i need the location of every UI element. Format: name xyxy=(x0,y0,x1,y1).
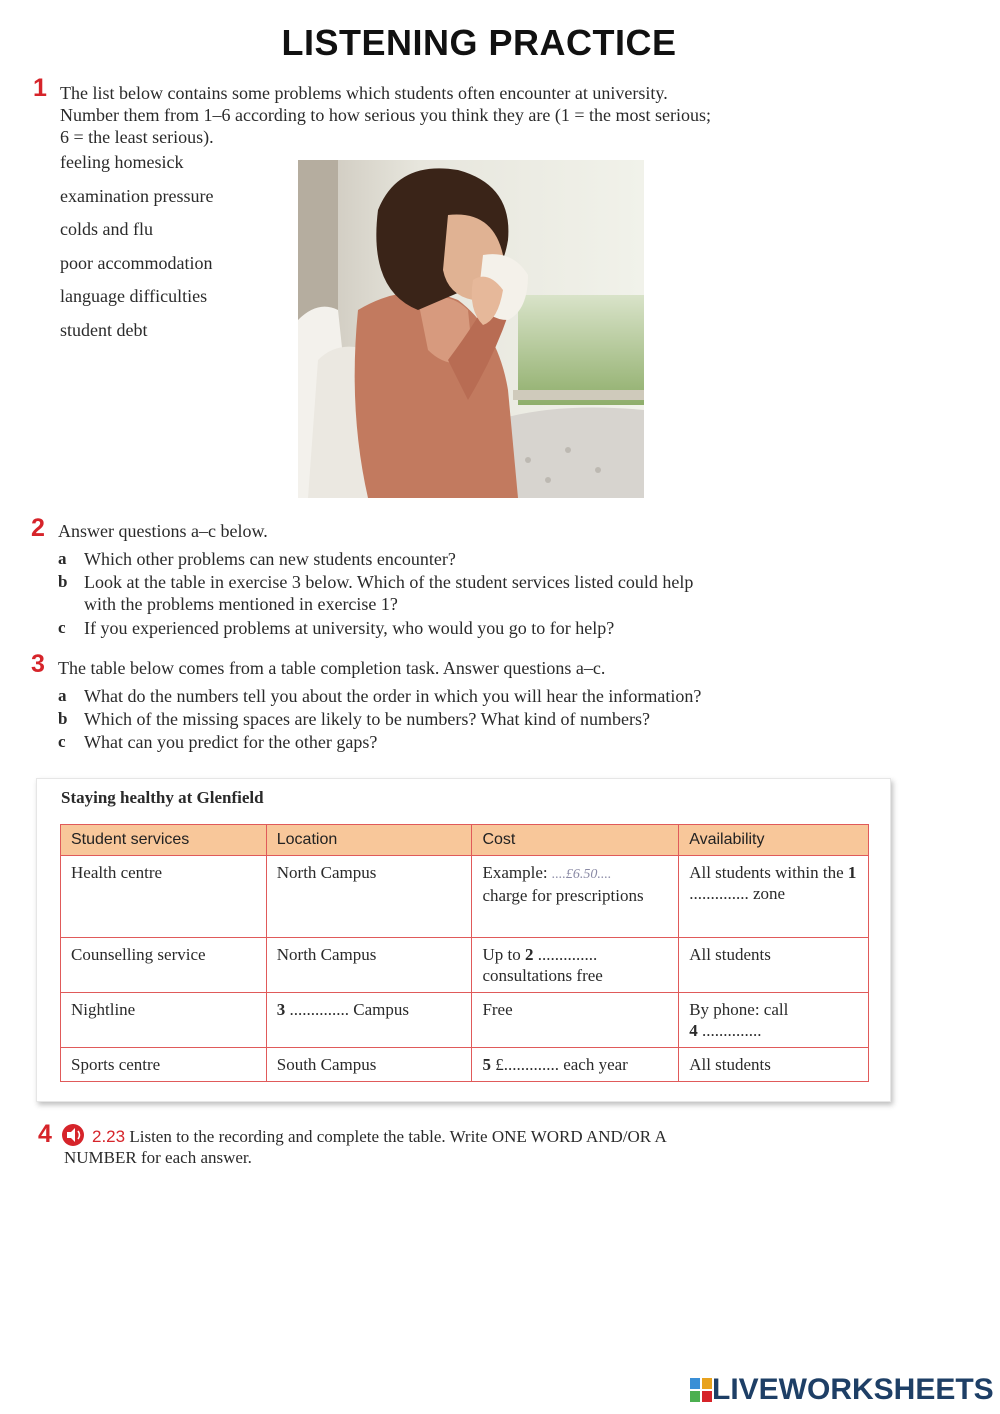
question-letter: b xyxy=(58,709,68,728)
problem-item: colds and flu xyxy=(60,219,153,239)
table-cell: Health centre xyxy=(61,856,267,938)
table-cell: North Campus xyxy=(266,856,472,938)
table-cell: Free xyxy=(472,993,679,1048)
question-text: Which of the missing spaces are likely to be numbers? What kind of numbers? xyxy=(84,709,651,729)
example-answer: ....£6.50.... xyxy=(551,867,612,882)
track-number: 2.23 xyxy=(92,1127,126,1146)
table-cell: All students xyxy=(679,1048,869,1082)
gap-number: 5 xyxy=(482,1055,491,1074)
problem-item: student debt xyxy=(60,320,148,340)
exercise-4-instruction: 2.23 Listen to the recording and complete the table. Write ONE WORD AND/OR A NUMBER for each answer. xyxy=(64,1127,667,1167)
table-row xyxy=(61,1048,869,1082)
answer-gap[interactable]: ............. xyxy=(503,1055,559,1074)
table-cell: All students within the 1 .............. zone xyxy=(679,856,869,938)
gap-number: 1 xyxy=(847,863,857,882)
exercise-3-number: 3 xyxy=(31,650,45,678)
question-letter: a xyxy=(58,549,67,568)
column-header: Cost xyxy=(472,825,679,856)
table-cell: Sports centre xyxy=(61,1048,267,1082)
exercise-4-number: 4 xyxy=(38,1120,52,1148)
brand-name: LIVEWORKSHEETS xyxy=(712,1373,994,1406)
answer-gap[interactable]: .............. xyxy=(289,1000,349,1019)
table-row xyxy=(61,856,869,938)
problem-item: language difficulties xyxy=(60,286,208,306)
column-header: Student services xyxy=(61,825,267,856)
table-cell: South Campus xyxy=(266,1048,472,1082)
table-header-row xyxy=(61,825,869,856)
page-title: LISTENING PRACTICE xyxy=(281,22,677,63)
exercise-2-instruction: Answer questions a–c below. xyxy=(58,521,268,541)
table-cell: By phone: call 4 .............. xyxy=(679,993,869,1048)
student-services-table xyxy=(60,824,869,1082)
gap-number: 3 xyxy=(276,1000,286,1019)
question-letter: c xyxy=(58,732,66,751)
exercise-1-instructions: The list below contains some problems which students often encounter at university. Number them from 1–6 according to how serious you think they are (1 = the most serious; 6 = the least serious). xyxy=(60,83,712,147)
table-cell: 5 £............. each year xyxy=(472,1048,679,1082)
table-title: Staying healthy at Glenfield xyxy=(61,788,264,807)
column-header: Location xyxy=(266,825,472,856)
exercise-2-number: 2 xyxy=(31,514,45,542)
table-cell: Counselling service xyxy=(61,938,267,993)
table-cell: Nightline xyxy=(61,993,267,1048)
liveworksheets-logo-icon xyxy=(690,1378,712,1402)
problem-item: examination pressure xyxy=(60,186,214,206)
question-letter: b xyxy=(58,572,68,591)
question-text: Which other problems can new students encounter? xyxy=(84,549,456,569)
question-letter: a xyxy=(58,686,67,705)
answer-gap[interactable]: .............. xyxy=(701,1021,762,1040)
gap-number: 4 xyxy=(689,1021,698,1040)
table-cell: Up to 2 .............. consultations free xyxy=(472,938,679,993)
column-header: Availability xyxy=(679,825,869,856)
table-cell: All students xyxy=(679,938,869,993)
answer-gap[interactable]: .............. xyxy=(689,884,749,903)
question-letter: c xyxy=(58,618,66,637)
liveworksheets-logo xyxy=(690,1372,994,1408)
question-text: What can you predict for the other gaps? xyxy=(84,732,378,752)
answer-gap[interactable]: .............. xyxy=(537,945,598,964)
problem-item: poor accommodation xyxy=(60,253,213,273)
table-cell: North Campus xyxy=(266,938,472,993)
table-cell: Example: ....£6.50.... charge for prescriptions xyxy=(472,856,679,938)
problem-item: feeling homesick xyxy=(60,152,184,172)
gap-number: 2 xyxy=(524,945,534,964)
question-text: If you experienced problems at university, who would you go to for help? xyxy=(84,618,615,638)
table-row xyxy=(61,993,869,1048)
table-row xyxy=(61,938,869,993)
sick-woman-photo xyxy=(298,160,644,498)
exercise-3-instruction: The table below comes from a table completion task. Answer questions a–c. xyxy=(58,658,606,678)
question-text: What do the numbers tell you about the order in which you will hear the information? xyxy=(84,686,702,706)
question-text: Look at the table in exercise 3 below. Which of the student services listed could help with the problems mentioned in exercise 1? xyxy=(84,572,694,614)
table-cell: 3 .............. Campus xyxy=(266,993,472,1048)
exercise-1-number: 1 xyxy=(33,74,47,102)
